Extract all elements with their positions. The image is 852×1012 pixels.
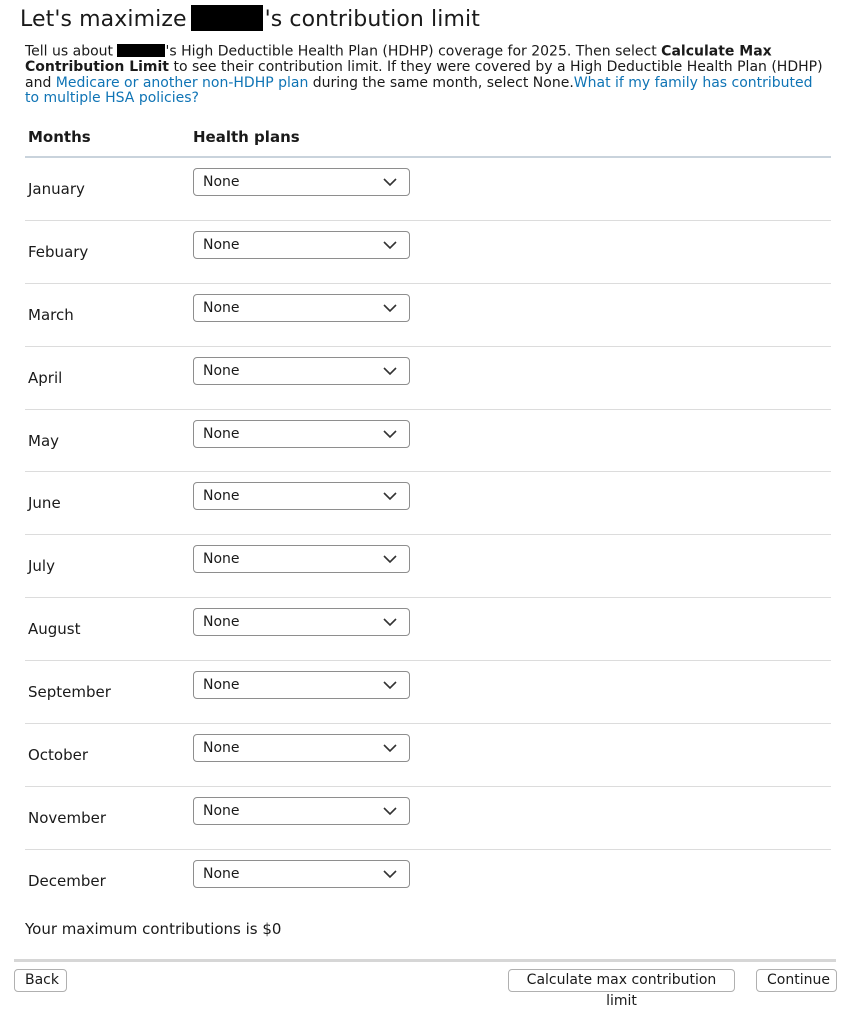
month-label: July — [28, 557, 55, 576]
health-plan-select[interactable] — [193, 168, 410, 196]
chevron-down-icon — [383, 366, 397, 376]
health-plan-value: None — [203, 236, 240, 253]
page-title — [20, 5, 480, 35]
table-body — [25, 158, 831, 913]
month-label: November — [28, 808, 107, 827]
health-plan-select[interactable] — [193, 545, 410, 573]
month-label: December — [28, 871, 106, 890]
table-row — [25, 850, 831, 913]
chevron-down-icon — [383, 303, 397, 313]
health-plan-value: None — [203, 740, 240, 757]
health-plan-value: None — [203, 299, 240, 316]
health-plan-value: None — [203, 551, 240, 568]
chevron-down-icon — [383, 554, 397, 564]
table-row — [25, 535, 831, 598]
chevron-down-icon — [383, 177, 397, 187]
health-plan-value: None — [203, 425, 240, 442]
footer-divider — [14, 959, 836, 962]
chevron-down-icon — [383, 491, 397, 501]
month-label: June — [28, 494, 61, 513]
health-plan-select[interactable] — [193, 420, 410, 448]
chevron-down-icon — [383, 240, 397, 250]
intro-part-4: during the same month, select None. — [308, 74, 574, 91]
back-button[interactable]: Back — [14, 969, 67, 992]
intro-text — [25, 44, 825, 107]
health-plan-value: None — [203, 802, 240, 819]
health-plan-select[interactable] — [193, 294, 410, 322]
chevron-down-icon — [383, 806, 397, 816]
table-row — [25, 284, 831, 347]
table-row — [25, 598, 831, 661]
health-plan-value: None — [203, 614, 240, 631]
health-plan-select[interactable] — [193, 734, 410, 762]
month-label: Febuary — [28, 242, 89, 261]
health-plan-select[interactable] — [193, 608, 410, 636]
chevron-down-icon — [383, 429, 397, 439]
health-plan-select[interactable] — [193, 357, 410, 385]
multiple-hsa-link[interactable]: What if my family has contributed to multiple HSA policies? — [25, 74, 813, 106]
health-plan-select[interactable] — [193, 671, 410, 699]
table-row — [25, 724, 831, 787]
table-row — [25, 221, 831, 284]
health-plan-value: None — [203, 488, 240, 505]
intro-bold: Calculate Max Contribution Limit — [25, 43, 772, 75]
intro-part-3: to see their contribution limit. If they were covered by a High Deductible Health Plan (HDHP) and — [25, 59, 823, 91]
medicare-link[interactable]: Medicare or another non-HDHP plan — [55, 74, 309, 91]
redacted-name — [191, 5, 263, 31]
health-plan-select[interactable] — [193, 231, 410, 259]
table-row — [25, 472, 831, 535]
health-plan-select[interactable] — [193, 860, 410, 888]
chevron-down-icon — [383, 869, 397, 879]
table-row — [25, 410, 831, 473]
health-plan-select[interactable] — [193, 482, 410, 510]
intro-part-2: 's High Deductible Health Plan (HDHP) coverage for 2025. Then select — [165, 43, 662, 60]
table-header — [25, 120, 831, 158]
continue-button[interactable]: Continue — [756, 969, 837, 992]
chevron-down-icon — [383, 680, 397, 690]
health-plan-value: None — [203, 362, 240, 379]
table-row — [25, 787, 831, 850]
month-label: March — [28, 305, 74, 324]
max-contribution-text: Your maximum contributions is $0 — [25, 920, 282, 938]
calculate-button[interactable]: Calculate max contribution limit — [508, 969, 735, 992]
health-plan-value: None — [203, 677, 240, 694]
title-suffix: 's contribution limit — [264, 7, 480, 32]
month-label: January — [28, 180, 85, 198]
intro-part-1: Tell us about — [25, 43, 118, 60]
month-label: October — [28, 746, 89, 765]
table-row — [25, 347, 831, 410]
table-row — [25, 661, 831, 724]
table-row — [25, 158, 831, 221]
health-plan-value: None — [203, 174, 240, 190]
title-prefix: Let's maximize — [20, 7, 187, 32]
month-label: August — [28, 620, 81, 639]
month-label: May — [28, 431, 60, 450]
redacted-name — [117, 44, 165, 57]
header-months: Months — [28, 128, 91, 146]
month-label: April — [28, 368, 63, 387]
chevron-down-icon — [383, 617, 397, 627]
health-plan-value: None — [203, 865, 240, 882]
header-health-plans: Health plans — [193, 128, 300, 146]
chevron-down-icon — [383, 743, 397, 753]
health-plan-select[interactable] — [193, 797, 410, 825]
month-label: September — [28, 683, 111, 702]
coverage-table — [25, 120, 831, 913]
